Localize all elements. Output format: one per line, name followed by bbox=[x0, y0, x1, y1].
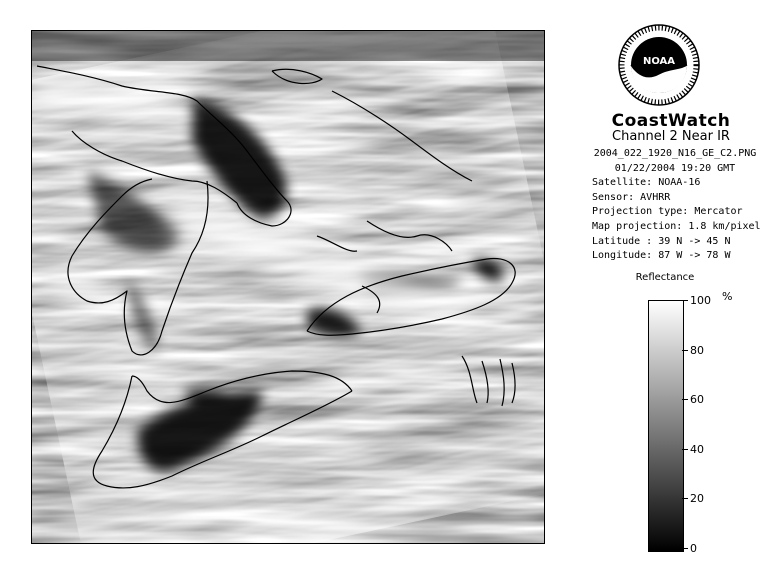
colorbar-label: Reflectance bbox=[635, 272, 695, 283]
logo-text: NOAA bbox=[642, 56, 676, 67]
colorbar-tick bbox=[682, 350, 688, 351]
colorbar-tick-label: 0 bbox=[690, 542, 697, 555]
projection-type: Projection type: Mercator bbox=[592, 206, 743, 218]
satellite-image bbox=[31, 30, 545, 544]
channel-subtitle: Channel 2 Near IR bbox=[612, 129, 730, 144]
colorbar-tick bbox=[682, 300, 688, 301]
reflectance-colorbar bbox=[648, 300, 684, 552]
sensor: Sensor: AVHRR bbox=[592, 191, 671, 203]
colorbar-tick bbox=[682, 449, 688, 450]
colorbar-tick-label: 20 bbox=[690, 492, 704, 506]
colorbar-unit: % bbox=[722, 290, 733, 303]
map-projection: Map projection: 1.8 km/pixel bbox=[592, 220, 761, 232]
colorbar-tick-label: 40 bbox=[690, 442, 704, 456]
noaa-logo-icon bbox=[618, 24, 700, 106]
satellite-image-canvas bbox=[32, 31, 544, 543]
filename: 2004_022_1920_N16_GE_C2.PNG bbox=[593, 148, 757, 159]
colorbar-tick-label: 100 bbox=[690, 294, 711, 307]
latitude-range: Latitude : 39 N -> 45 N bbox=[592, 235, 731, 247]
colorbar-tick bbox=[682, 548, 688, 549]
noaa-logo bbox=[618, 24, 700, 106]
image-metadata bbox=[568, 147, 782, 264]
longitude-range: Longitude: 87 W -> 78 W bbox=[592, 250, 731, 262]
product-title: CoastWatch bbox=[611, 111, 731, 131]
datetime: 01/22/2004 19:20 GMT bbox=[614, 162, 736, 174]
colorbar-tick bbox=[682, 399, 688, 400]
colorbar-tick-label: 80 bbox=[690, 343, 704, 357]
colorbar-tick bbox=[682, 498, 688, 499]
colorbar-tick-label: 60 bbox=[690, 393, 704, 407]
satellite: Satellite: NOAA-16 bbox=[592, 177, 701, 189]
